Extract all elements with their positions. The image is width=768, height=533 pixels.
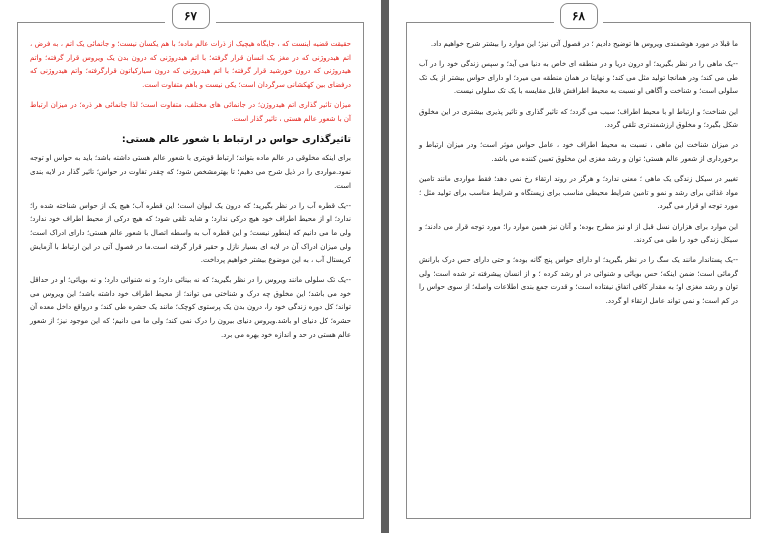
left-page [0,0,381,533]
paragraph: این موارد برای هزاران نسل قبل از او نیز مطرح بوده؛ و آنان نیز همین موارد را؛ مورد توجه قرار می دادند؛ و سیکل زندگی خود را طی می کردند. [419,222,738,245]
paragraph: --یک ماهی را در نظر بگیرید؛ او درون دریا و در منطقه ای خاص به دنیا می آید؛ و سپس زندگی خود را در آب طی می کند؛ ودر همانجا تولید مثل می کند؛ و نهایتا در همان منطقه می میرد؛ او دارای حواس بیشتر از یک تک سلولی است؛ و شناخت و آگاهی او نسبت به محیط اطرافش قابل مقایسه با یک تک سلولی نیست. [419,60,738,96]
page-content [30,38,351,515]
highlighted-paragraph: میزان تاثیر گذاری اتم هیدروژن؛ در جانمائی های مختلف، متفاوت است؛ لذا جانمائی هر ذره؛ در میزان ارتباط آن با شعور عالم هستی ، تاثیر گذار است. [30,100,351,123]
right-page [389,0,768,533]
paragraph: --یک پستاندار مانند یک سگ را در نظر بگیرید؛ او دارای حواس پنج گانه بوده؛ و حتی دارای حس درک بارانش گرمائی است؛ ضمن اینکه؛ حس بویائی و شنوائی در او رشد کرده ؛ و از انسان پیشرفته تر شده است؛ ولی توان و رشد مغزی او؛ به مقدار کافی اتفاق نیفتاده است؛ و قدرت جمع بندی اطلاعات واصله؛ از سوی حواس را در کم است؛ و نمی تواند عامل ارتقاء او گردد. [419,256,738,306]
header-rule [406,22,554,23]
paragraph: در میزان شناخت این ماهی ، نسبت به محیط اطراف خود ، عامل حواس موثر است؛ ودر میزان ارتباط و برخورداری از شعور عالم هستی؛ توان و رشد مغزی این مخلوق تعیین کننده می باشد. [419,141,738,163]
page-content [419,38,738,515]
paragraph: تغییر در سیکل زندگی یک ماهی ؛ معنی ندارد؛ و هرگز در روند ارتقاء رخ نمی دهد؛ فقط مواردی مانند تامین مواد غذائی برای رشد و نمو و تامین شرایط محیطی مناسب برای زیستگاه و شرایط مناسب برای تولید مثل ؛ مورد توجه او قرار می گیرد. [419,175,738,211]
paragraph: این شناخت؛ و ارتباط او با محیط اطراف؛ سبب می گردد؛ که تاثیر گذاری و تاثیر پذیری بیشتری در این مخلوق شکل بگیرد؛ و مخلوق ارزشمندتری تلقی گردد. [419,107,738,130]
page-number: ۶۷ [172,3,210,29]
header-rule [216,22,364,23]
page-number: ۶۸ [560,3,598,29]
paragraph: --یک قطره آب را در نظر بگیرید؛ که درون یک لیوان است؛ این قطره آب؛ هیچ یک از حواس شناخته شده را؛ ندارد؛ او از محیط اطراف خود هیچ درکی ندارد؛ و شاید تلقی شود؛ که هیچ درکی از محیط اطراف خود ندارد؛ ولی ما می دانیم که اینطور نیست؛ و این قطره آب به واسطه اتصال با شعور عالم هستی؛ دارای ادراک است؛ ولی میزان ادراک آن در لایه ای بسیار نازل و حقیر قرار گرفته است.ما در فصول آتی در این ارتباط با آزمایش کریستال آب ، به این موضوع بیشتر خواهیم پرداخت. [30,201,351,265]
header-rule [17,22,165,23]
paragraph: ما قبلا در مورد هوشمندی ویروس ها توضیح دادیم ؛ در فصول آتی نیز؛ این موارد را بیشتر شرح خواهیم داد. [430,40,738,48]
highlighted-paragraph: حقیقت قضیه اینست که ، جایگاه هیچیک از ذرات عالم ماده؛ با هم یکسان نیست؛ و جانمائی یک اتم ، به فرض ، اتم هیدروژنی که در مغز یک انسان قرار گرفته؛ با اتم هیدروژنی که درون بدن یک ویروس قرار گرفته؛ واتم هیدروژنی که درون خورشید قرار گرفته؛ با اتم هیدروژنی که درون سیارکیاتون قرارگرفته؛ واتم هیدروژنی که درفضای بین کهکشانی سرگردان است؛ یکی نیست و باهم متفاوت است. [30,40,351,89]
section-heading: تاثیرگذاری حواس در ارتباط با شعور عالم هستی: [121,133,351,145]
header-rule [603,22,751,23]
paragraph: --یک تک سلولی مانند ویروس را در نظر بگیرید؛ که نه بینائی دارد؛ و نه شنوائی دارد؛ و نه بویائی؛ او در حداقل خود می باشد؛ این مخلوق چه درک و شناختی می تواند؛ از محیط اطراف خود داشته باشد؛ این ویروس می تواند؛ کل دوره زندگی خود را، درون بدن یک پرستوی کوچک؛ مانند یک حشره طی کند؛ و درواقع داخل معده آن حشره؛ کل دنیای او باشد.ویروس دنیای بیرون را درک نمی کند؛ ولی ما می دانیم؛ که این موجود نیز؛ از شعور عالم هستی در حد و اندازه خود بهره می برد. [30,276,351,339]
paragraph: برای اینکه مخلوقی در عالم ماده بتواند؛ ارتباط قویتری با شعور عالم هستی داشته باشد؛ باید به حواس او توجه نمود.مواردی را در ذیل شرح می دهیم؛ تا بهترمشخص شود؛ که چقدر تفاوت در حواس؛ تاثیر گذار در لایه بندی است. [30,154,351,190]
